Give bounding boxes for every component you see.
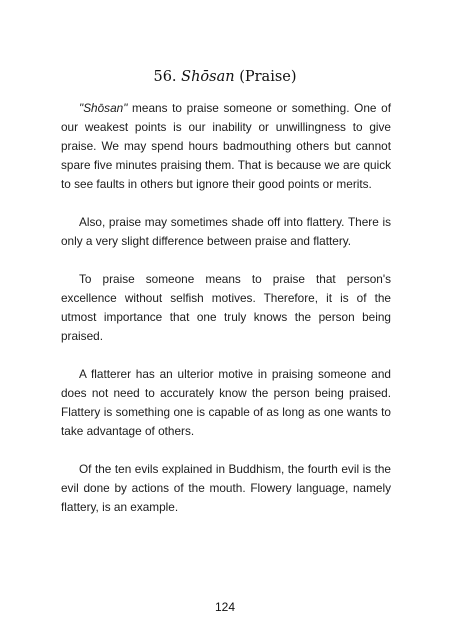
page-number: 124 <box>214 600 236 614</box>
paragraph-2: Also, praise may sometimes shade off into flattery. There is only a very slight difference between praise and flattery. <box>61 215 391 248</box>
section-term: Shōsan <box>181 69 235 85</box>
paragraph-1 <box>61 99 391 194</box>
paragraph-1-text: means to praise someone or something. One of our weakest points is our inability or unwillingness to give praise. We may spend hours badmouthing others but cannot spare five minutes praising them. That is because we are quick to see faults in others but ignore their good points or merits. <box>61 101 391 191</box>
paragraph-3: To praise someone means to praise that person's excellence without selfish motives. Therefore, it is of the utmost importance that one truly knows the person being praised. <box>61 272 391 343</box>
paragraph-4: A flatterer has an ulterior motive in praising someone and does not need to accurately know the person being praised. Flattery is something one is capable of as long as one wants to take advantage of others. <box>61 367 391 438</box>
section-heading <box>0 68 450 86</box>
body-text <box>61 99 391 536</box>
section-number: 56. <box>153 69 177 85</box>
section-translation: (Praise) <box>239 69 297 85</box>
quoted-term: "Shōsan" <box>79 101 128 115</box>
paragraph-5: Of the ten evils explained in Buddhism, the fourth evil is the evil done by actions of the mouth. Flowery language, namely flattery, is an example. <box>61 462 391 514</box>
